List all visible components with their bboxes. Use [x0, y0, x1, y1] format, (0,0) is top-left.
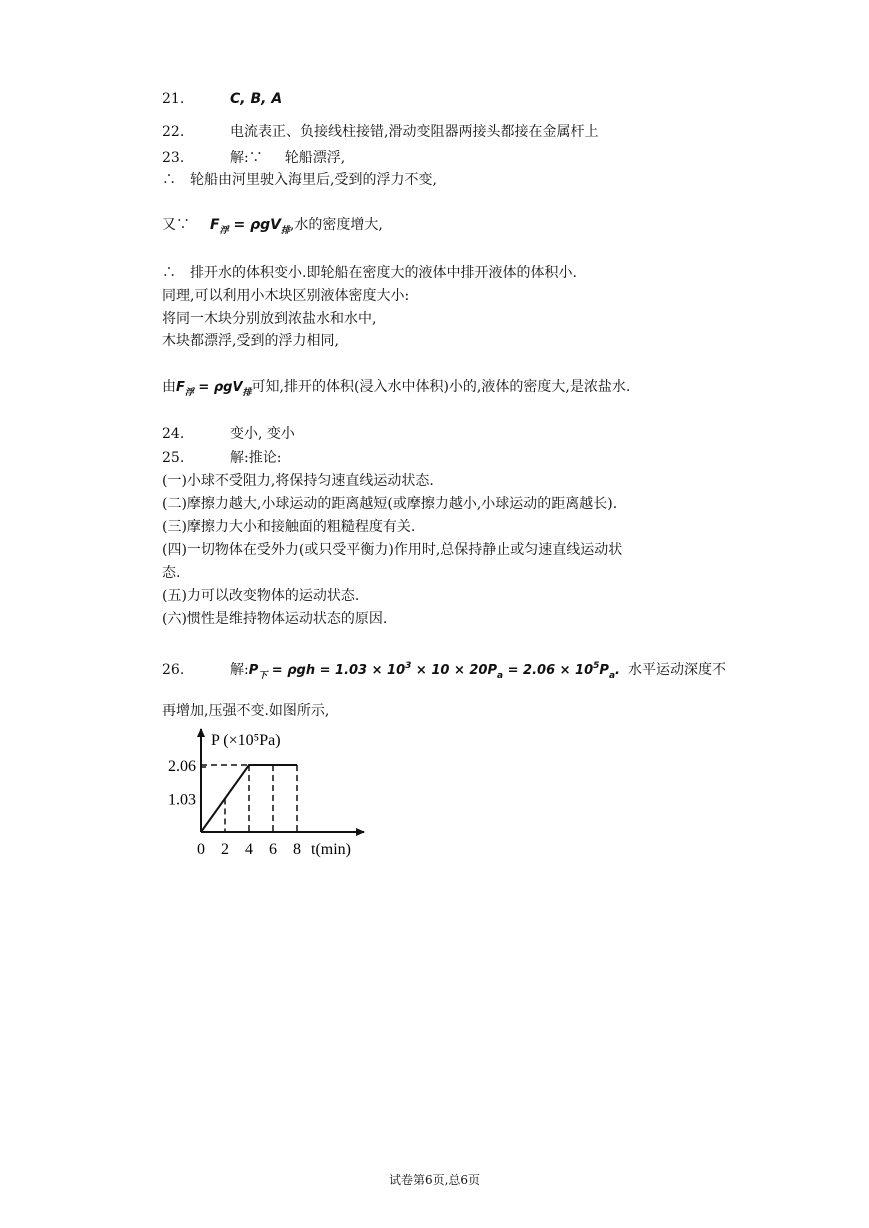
pressure-time-chart [150, 722, 380, 862]
q23-line-4: 同理,可以利用小木块区别液体密度大小: [162, 288, 410, 304]
q25-item-4: (四)一切物体在受外力(或只受平衡力)作用时,总保持静止或匀速直线运动状 [162, 542, 623, 558]
q26-tail: 水平运动深度不 [627, 662, 726, 678]
q23-line-7-prefix: 由 [162, 379, 176, 395]
eq-p-sub: 下 [258, 671, 268, 681]
q23-buoyancy-formula [210, 217, 290, 236]
q25-item-2: (二)摩擦力越大,小球运动的距离越短(或摩擦力越小,小球运动的距离越长). [162, 496, 618, 512]
formula2-v-sub: 排 [242, 388, 252, 398]
q23-line-3: ∴ 排开水的体积变小.即轮船在密度大的液体中排开液体的体积小. [162, 265, 577, 281]
x-tick-label: 2 [221, 841, 229, 858]
q22-line [162, 122, 598, 142]
q24-answer: 变小, 变小 [230, 426, 295, 442]
eq-sub-a1: a [497, 671, 504, 681]
q23-line-6: 木块都漂浮,受到的浮力相同, [162, 333, 339, 349]
q26-pressure-equation [248, 661, 620, 681]
eq-part-2: × 10 × 20P [411, 663, 498, 678]
x-axis-label: t(min) [311, 841, 351, 858]
eq-part-3: = 2.06 × 10 [503, 663, 594, 678]
q23-line-7 [162, 377, 630, 403]
q23-number: 23. [162, 150, 185, 166]
eq-exp-2: 5 [593, 661, 600, 671]
eq-part-5: . [615, 663, 620, 678]
q26-line-2: 再增加,压强不变.如图所示, [162, 703, 330, 719]
formula-f: F [210, 217, 220, 233]
q21-answer: C, B, A [230, 91, 283, 107]
q25-item-3: (三)摩擦力大小和接触面的粗糙程度有关. [162, 519, 416, 535]
q24-number: 24. [162, 426, 185, 442]
q23-line-2-prefix: 又∵ [162, 217, 190, 233]
q25-head: 解:推论: [230, 450, 282, 466]
formula-mid: = ρgV [228, 217, 281, 233]
q21-number: 21. [162, 91, 185, 107]
x-tick-label: 8 [293, 841, 301, 858]
formula2-f: F [176, 380, 185, 395]
q23-line-2 [162, 215, 383, 241]
q23-head: 解:∵ [230, 150, 263, 166]
q25-number: 25. [162, 450, 185, 466]
q22-answer: 电流表正、负接线柱接错,滑动变阻器两接头都接在金属杆上 [230, 124, 599, 140]
y-tick-label: 1.03 [168, 791, 196, 809]
q23-line-5: 将同一木块分别放到浓盐水和水中, [162, 311, 377, 327]
eq-exp-1: 3 [405, 661, 412, 671]
q25-item-1: (一)小球不受阻力,将保持匀速直线运动状态. [162, 473, 434, 489]
formula-v-sub: 排 [280, 226, 290, 236]
q23-buoyancy-formula-2 [176, 380, 252, 398]
q21-line [162, 89, 282, 109]
formula-f-sub: 浮 [219, 226, 229, 236]
q26-head: 解: [230, 662, 249, 678]
page-footer: 试卷第6页,总6页 [388, 1173, 481, 1187]
q26-number: 26. [162, 662, 185, 678]
q25-item-4-cont: 态. [162, 565, 181, 581]
formula2-mid: = ρgV [193, 380, 243, 395]
formula2-f-sub: 浮 [184, 388, 194, 398]
q25-head-line [162, 448, 281, 468]
eq-p: P [248, 663, 259, 678]
q23-head-line [162, 148, 345, 168]
q26-line-1 [162, 656, 726, 686]
q23-line-7-suffix: 可知,排开的体积(浸入水中体积)小的,液体的密度大,是浓盐水. [251, 379, 631, 395]
q25-item-6: (六)惯性是维持物体运动状态的原因. [162, 611, 388, 627]
q22-number: 22. [162, 124, 185, 140]
eq-part-1: = ρgh = 1.03 × 10 [267, 663, 406, 678]
q23-line-2-suffix: ,水的密度增大, [289, 217, 383, 233]
q23-line-1: ∴ 轮船由河里驶入海里后,受到的浮力不变, [162, 172, 437, 188]
x-tick-label: 4 [245, 841, 253, 858]
eq-sub-a2: a [608, 671, 616, 681]
q25-item-5: (五)力可以改变物体的运动状态. [162, 588, 360, 604]
x-tick-label: 0 [197, 841, 205, 858]
y-axis-label: P (×10⁵Pa) [211, 732, 281, 749]
x-tick-label: 6 [269, 841, 277, 858]
y-tick-label: 2.06 [168, 758, 196, 775]
q23-head-text: 轮船漂浮, [284, 150, 346, 166]
eq-part-4: P [599, 663, 609, 678]
q24-line [162, 424, 295, 444]
